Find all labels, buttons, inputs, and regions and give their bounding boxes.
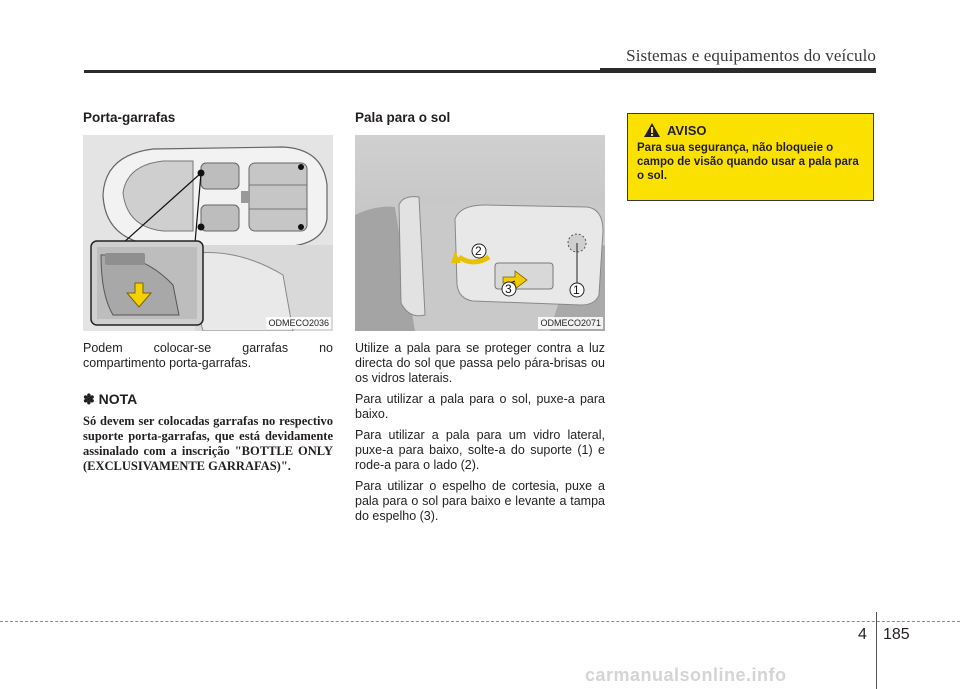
sun-visor-paragraph-2: Para utilizar a pala para o sol, puxe-a para baixo.: [355, 392, 605, 421]
warning-box: [627, 113, 874, 201]
figure-code-left: ODMECO2036: [268, 318, 329, 328]
chapter-number: 4: [858, 626, 867, 643]
figure-code-middle: ODMECO2071: [540, 318, 601, 328]
sun-visor-drawing: [355, 135, 605, 331]
nota-star-icon: ✽: [83, 391, 95, 407]
footer-dashed-rule: [0, 621, 960, 622]
callout-2: 2: [475, 244, 482, 258]
header-rule-accent: [600, 68, 876, 72]
sun-visor-paragraph-3: Para utilizar a pala para um vidro lateral, puxe-a para baixo, solte-a do suporte (1) e rode-a para o lado (2).: [355, 428, 605, 472]
bottle-holder-heading: Porta-garrafas: [83, 110, 176, 125]
callout-3: 3: [505, 282, 512, 296]
sun-visor-paragraph-4: Para utilizar o espelho de cortesia, puxe a pala para o sol para baixo e levante a tampa do espelho (3).: [355, 479, 605, 523]
sun-visor-heading: Pala para o sol: [355, 110, 451, 125]
nota-title: NOTA: [98, 391, 138, 407]
sun-visor-illustration: [355, 135, 605, 331]
nota-text: Só devem ser colocadas garrafas no respectivo suporte porta-garrafas, que está devidamente assinalado com a inscrição "BOTTLE ONLY (EXCLUSIVAMENTE GARRAFAS)".: [83, 414, 333, 473]
page-number: 185: [883, 626, 910, 643]
nota-heading: [83, 391, 333, 408]
middle-column: [355, 110, 605, 524]
warning-text: Para sua segurança, não bloqueie o campo de visão quando usar a pala para o sol.: [637, 142, 859, 182]
left-column: [83, 110, 333, 474]
bottle-holder-description: Podem colocar-se garrafas no compartimento porta-garrafas.: [83, 341, 333, 370]
footer-page-separator: [876, 612, 877, 689]
car-interior-drawing: [83, 135, 333, 331]
sun-visor-paragraph-1: Utilize a pala para se proteger contra a luz directa do sol que passa pelo pára-brisas ou os vidros laterais.: [355, 341, 605, 385]
callout-1: 1: [573, 283, 580, 297]
warning-title: AVISO: [667, 122, 707, 138]
section-header-title: Sistemas e equipamentos do veículo: [626, 46, 876, 65]
watermark-text: carmanualsonline.info: [585, 665, 787, 685]
warning-triangle-icon: [643, 122, 661, 138]
warning-header: [643, 122, 864, 138]
bottle-holder-illustration: [83, 135, 333, 331]
